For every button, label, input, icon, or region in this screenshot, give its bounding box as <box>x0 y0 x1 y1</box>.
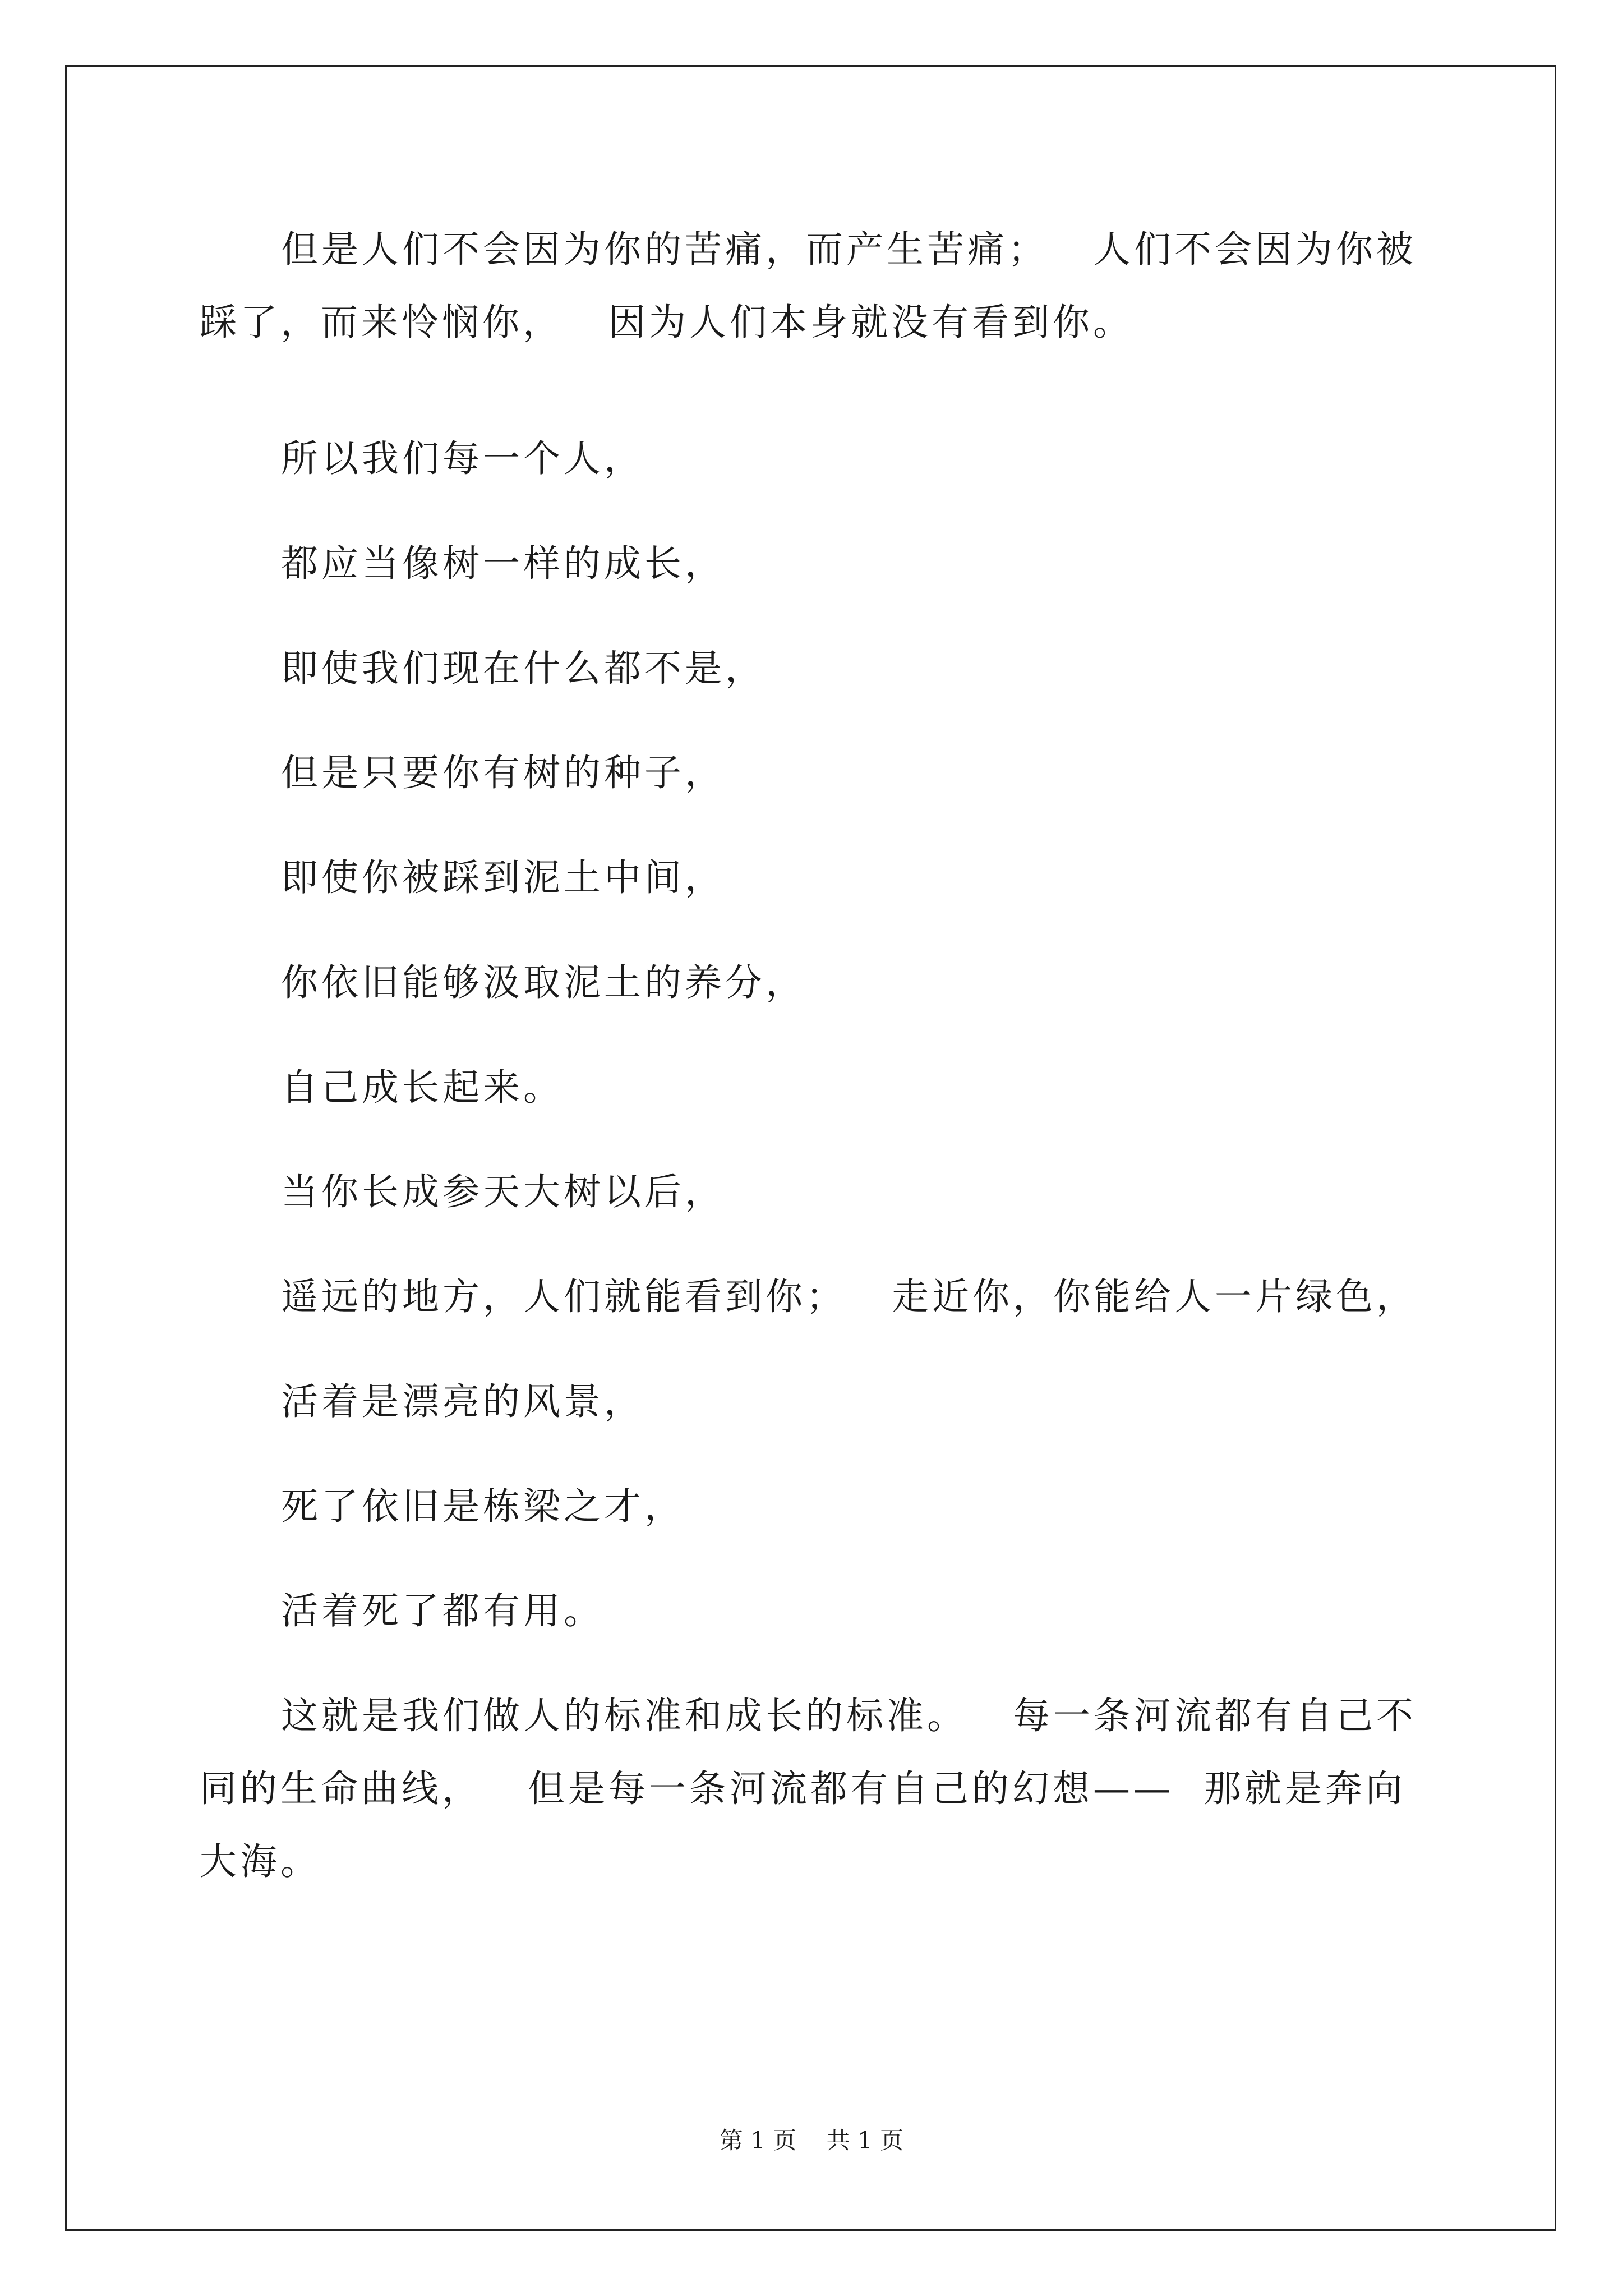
paragraph-line-17: 大海。 <box>200 1840 321 1883</box>
paragraph-line-1: 但是人们不会因为你的苦痛，而产生苦痛； 人们不会因为你被 <box>281 228 1417 271</box>
paragraph-line-7: 即使你被踩到泥土中间， <box>281 856 725 899</box>
paragraph-line-13: 死了依旧是栋梁之才， <box>281 1485 685 1528</box>
paragraph-line-10: 当你长成参天大树以后， <box>281 1170 725 1213</box>
page-number-footer: 第 1 页 共 1 页 <box>719 2127 904 2154</box>
paragraph-line-8: 你依旧能够汲取泥土的养分， <box>281 961 806 1004</box>
paragraph-line-6: 但是只要你有树的种子， <box>281 751 725 794</box>
paragraph-line-9: 自己成长起来。 <box>281 1066 564 1109</box>
paragraph-line-16: 同的生命曲线， 但是每一条河流都有自己的幻想—— 那就是奔向 <box>200 1767 1406 1810</box>
page-border <box>65 65 1556 2231</box>
paragraph-line-14: 活着死了都有用。 <box>281 1589 604 1632</box>
paragraph-line-15: 这就是我们做人的标准和成长的标准。 每一条河流都有自己不 <box>281 1694 1417 1737</box>
paragraph-line-4: 都应当像树一样的成长， <box>281 542 725 585</box>
paragraph-line-2: 踩了，而来怜悯你， 因为人们本身就没有看到你。 <box>200 301 1133 344</box>
paragraph-line-5: 即使我们现在什么都不是， <box>281 647 766 690</box>
paragraph-line-12: 活着是漂亮的风景， <box>281 1380 644 1423</box>
paragraph-line-3: 所以我们每一个人， <box>281 437 644 480</box>
paragraph-line-11: 遥远的地方，人们就能看到你； 走近你，你能给人一片绿色， <box>281 1275 1417 1318</box>
